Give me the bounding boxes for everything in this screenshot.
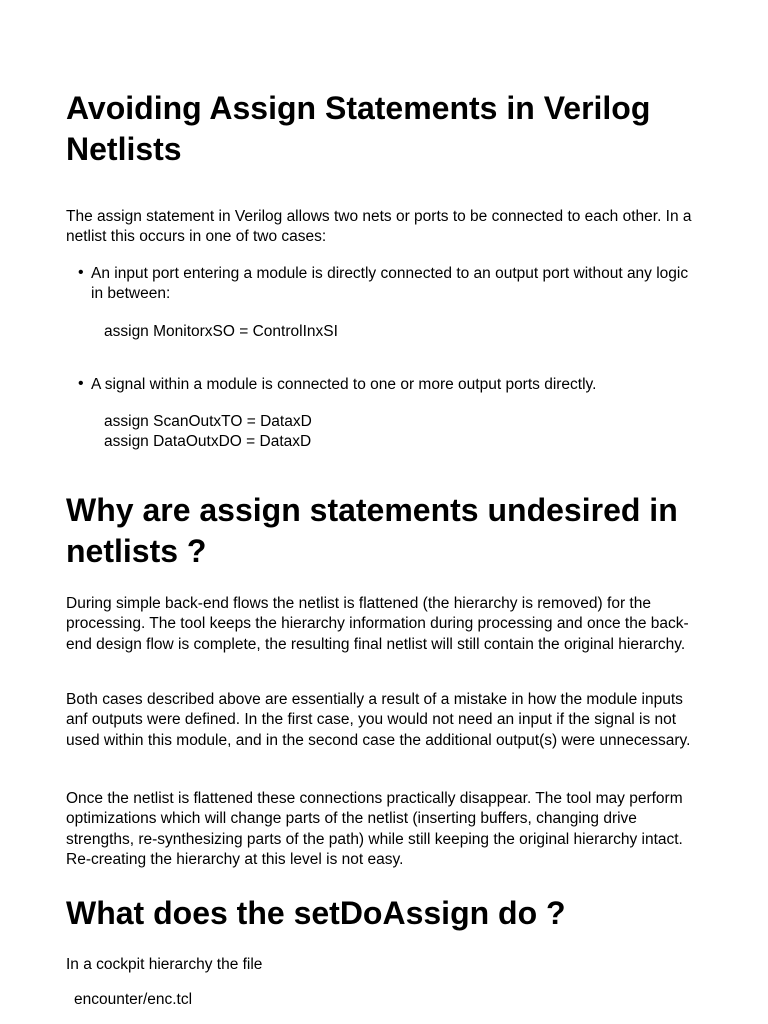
page-title: Avoiding Assign Statements in Verilog Netlists <box>66 90 651 167</box>
body-paragraph: In a cockpit hierarchy the file <box>66 956 263 973</box>
body-paragraph: Once the netlist is flattened these connections practically disappear. The tool may perform optimizations which will change parts of the netlist (inserting buffers, changing drive strengths, re-synthesizing parts of the path) while still keeping the original hierarchy intact. Re-creating the hierarchy at this level is not easy. <box>66 790 683 868</box>
bullet-marker: • <box>78 375 84 392</box>
list-item <box>78 264 696 305</box>
body-paragraph: During simple back-end flows the netlist is flattened (the hierarchy is removed) for the processing. The tool keeps the hierarchy information during processing and once the back-end design flow is complete, the resulting final netlist will still contain the original hierarchy. <box>66 595 689 653</box>
code-snippet: assign ScanOutxTO = DataxD assign DataOutxDO = DataxD <box>104 413 312 451</box>
bullet-marker: • <box>78 264 84 281</box>
section-heading: What does the setDoAssign do ? <box>66 895 566 931</box>
body-paragraph: Both cases described above are essentially a result of a mistake in how the module inputs anf outputs were defined. In the first case, you would not need an input if the signal is not used within this module, and in the second case the additional output(s) were unnecessary. <box>66 691 691 749</box>
intro-paragraph: The assign statement in Verilog allows two nets or ports to be connected to each other. In a netlist this occurs in one of two cases: <box>66 208 692 246</box>
list-item-text: A signal within a module is connected to one or more output ports directly. <box>91 376 597 393</box>
code-snippet: assign MonitorxSO = ControlInxSI <box>104 323 338 340</box>
list-item-text: An input port entering a module is directly connected to an output port without any logic in between: <box>91 265 689 303</box>
list-item <box>78 375 696 395</box>
section-heading: Why are assign statements undesired in netlists ? <box>66 492 678 569</box>
code-snippet: encounter/enc.tcl <box>74 991 193 1008</box>
